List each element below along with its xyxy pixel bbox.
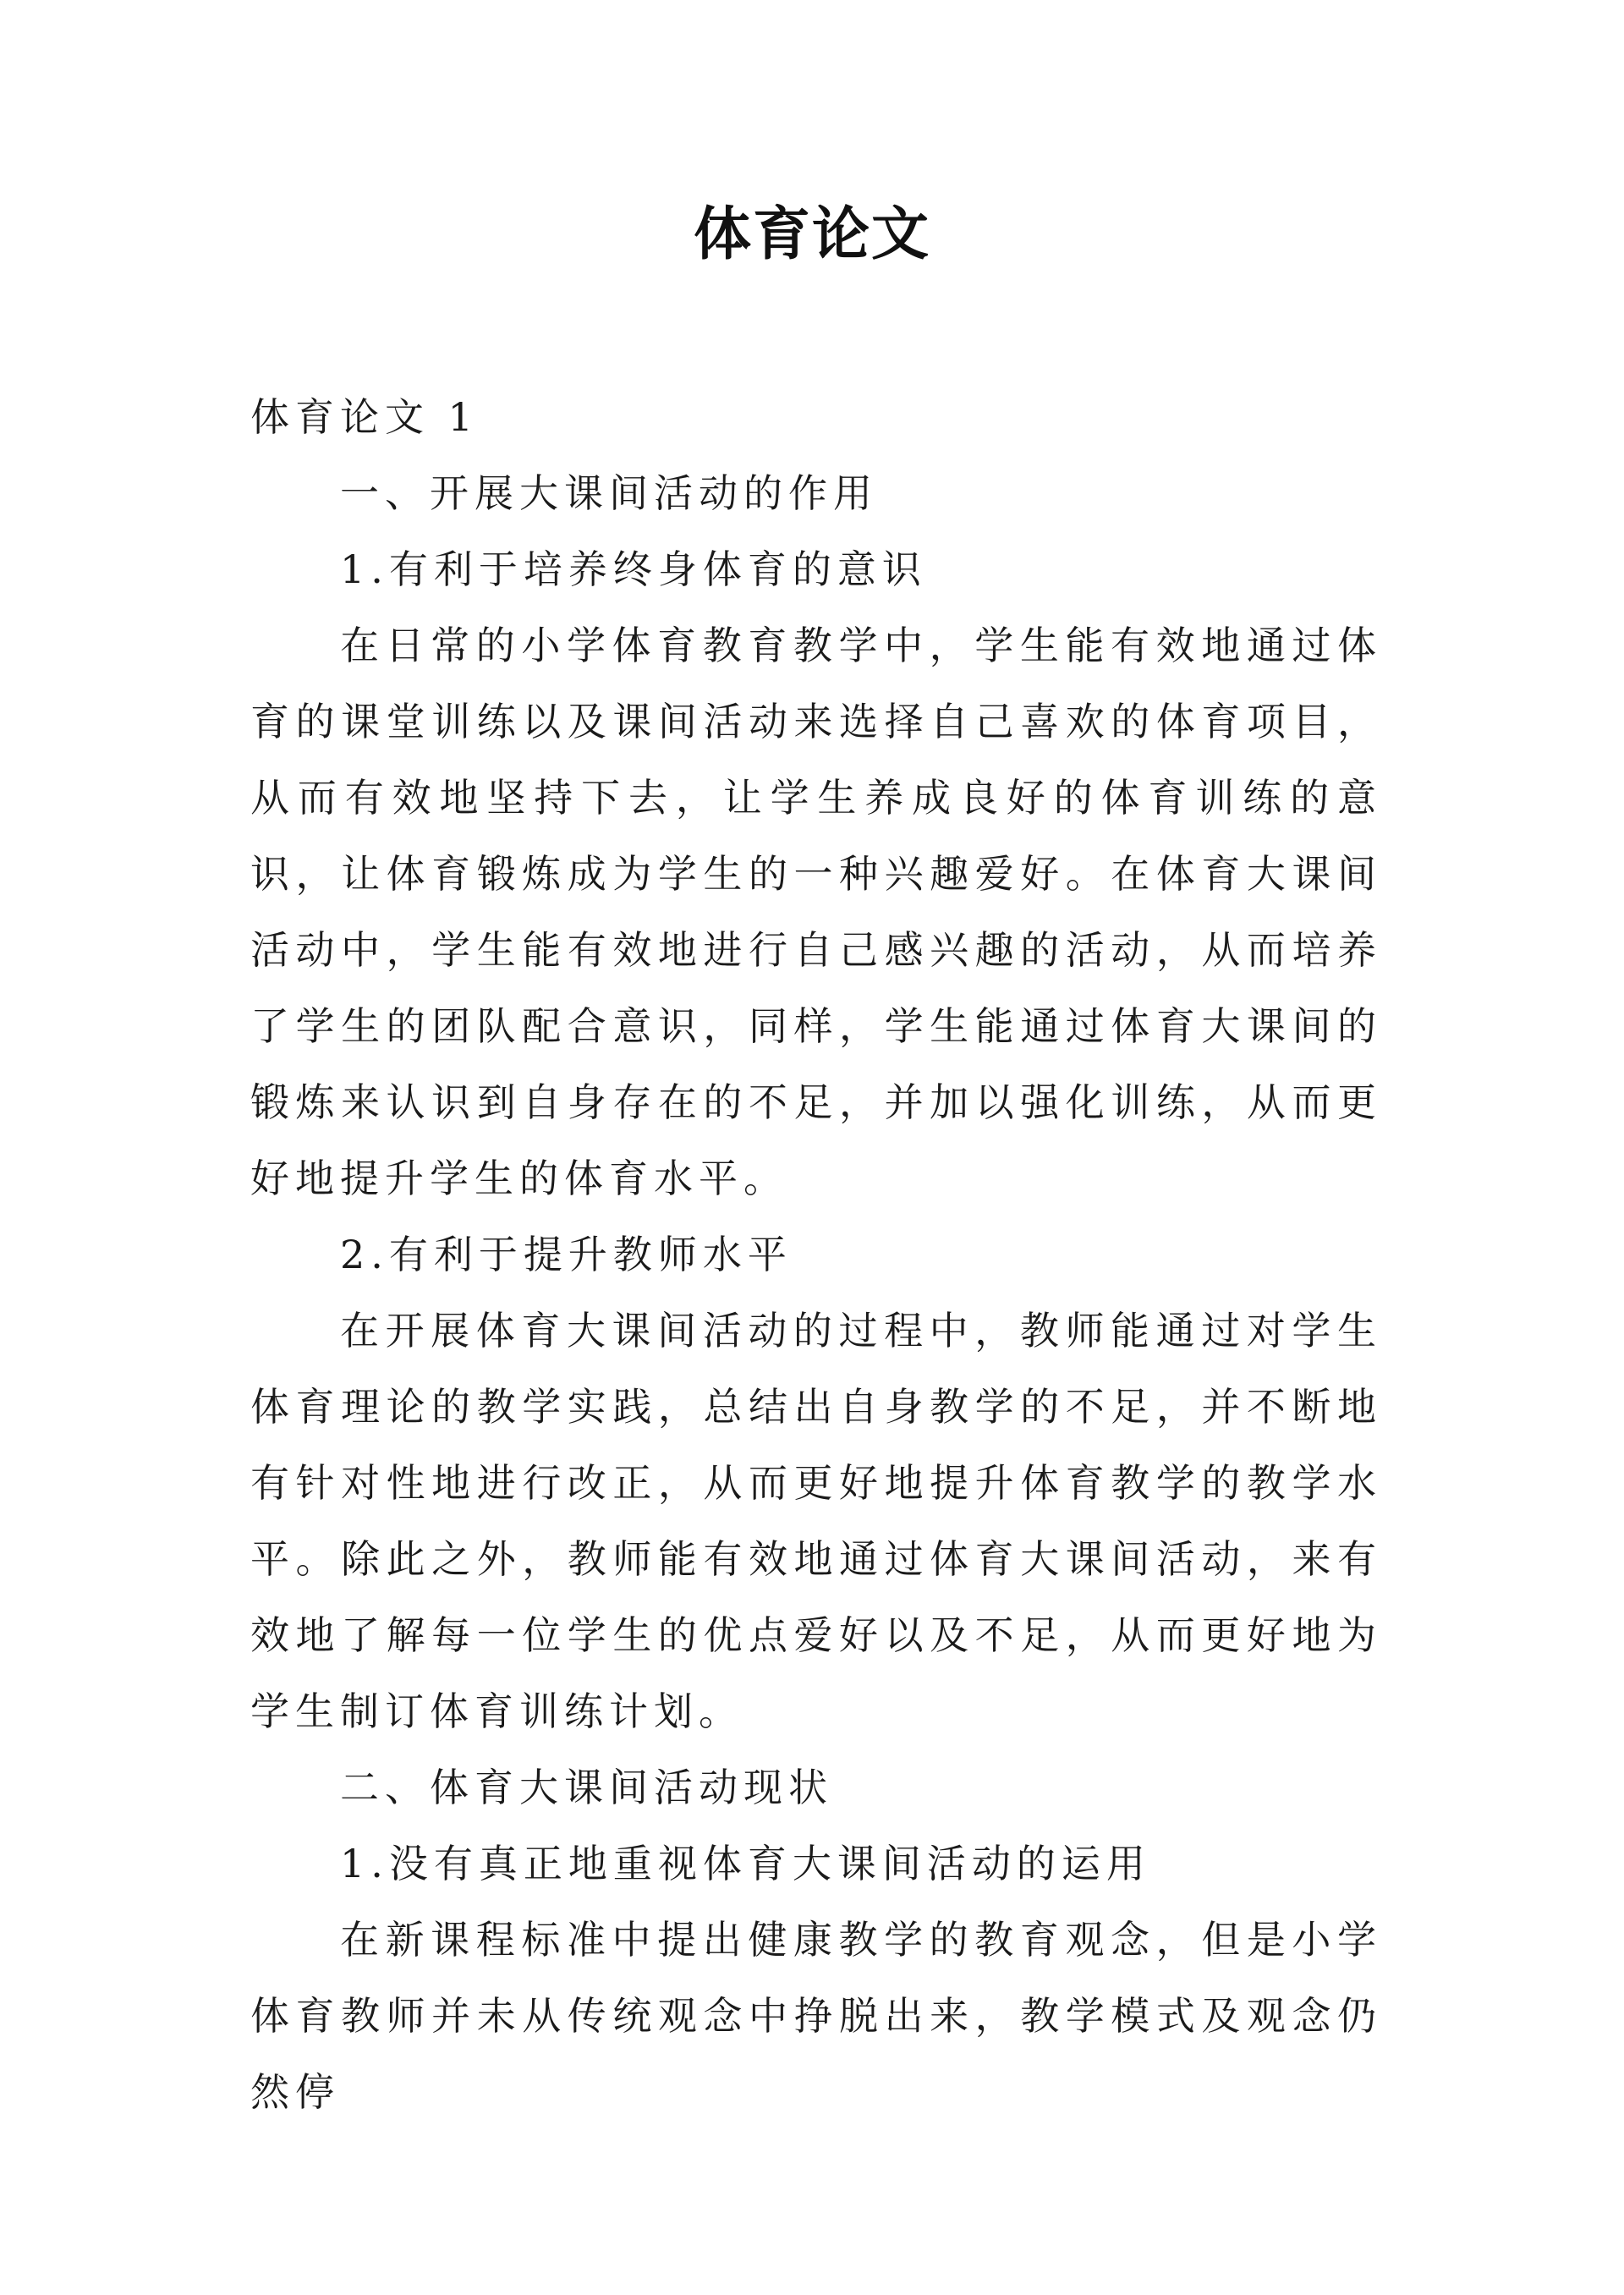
document-body [250,379,1382,2130]
paragraph-3: 在新课程标准中提出健康教学的教育观念，但是小学体育教师并未从传统观念中挣脱出来，教学模式及观念仍然停 [250,1917,1382,2115]
heading-2: 二、体育大课间活动现状 [340,1765,833,1810]
heading-1: 一、开展大课间活动的作用 [340,470,878,516]
paragraph-2: 在开展体育大课间活动的过程中，教师能通过对学生体育理论的教学实践，总结出自身教学的不足，并不断地有针对性地进行改正，从而更好地提升体育教学的教学水平。除此之外，教师能有效地通过体育大课间活动，来有效地了解每一位学生的优点爱好以及不足，从而更好地为学生制订体育训练计划。 [250,1308,1382,1734]
section-label: 体育论文 1 [250,394,479,440]
subheading-1-1: 1.有利于培养终身体育的意识 [340,546,927,592]
document-title: 体育论文 [693,201,930,268]
subheading-2-1: 1.没有真正地重视体育大课间活动的运用 [340,1841,1151,1886]
subheading-1-2: 2.有利于提升教师水平 [340,1232,793,1277]
paragraph-1: 在日常的小学体育教育教学中，学生能有效地通过体育的课堂训练以及课间活动来选择自己喜欢的体育项目，从而有效地坚持下去，让学生养成良好的体育训练的意识，让体育锻炼成为学生的一种兴趣爱好。在体育大课间活动中，学生能有效地进行自己感兴趣的活动，从而培养了学生的团队配合意识，同样，学生能通过体育大课间的锻炼来认识到自身存在的不足，并加以强化训练，从而更好地提升学生的体育水平。 [250,623,1382,1201]
